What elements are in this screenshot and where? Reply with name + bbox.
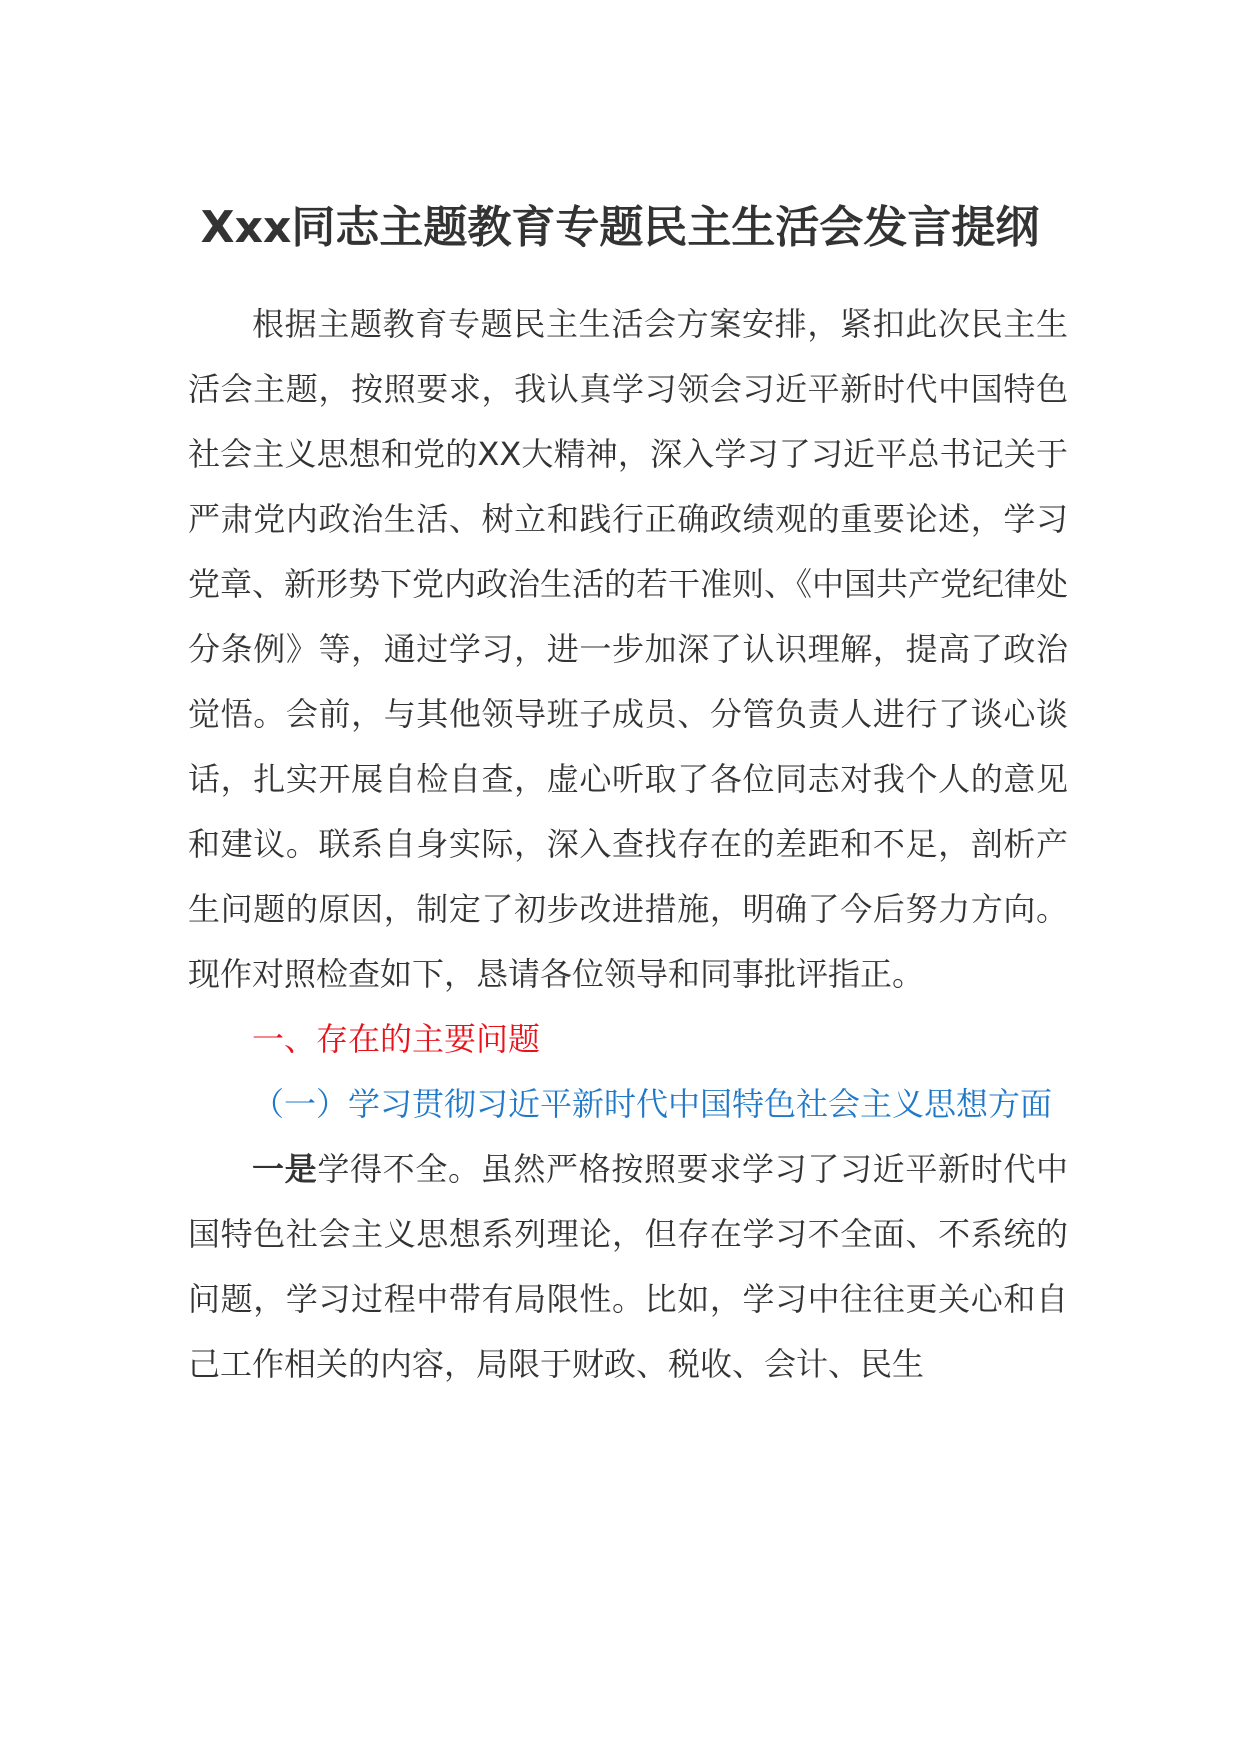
document-title: Xxx同志主题教育专题民主生活会发言提纲 — [200, 202, 1040, 253]
document-body — [188, 292, 1068, 1397]
point-lead-label: 一是 — [252, 1150, 318, 1188]
section-heading-main-problems: 一、存在的主要问题 — [252, 1020, 541, 1058]
intro-paragraph: 根据主题教育专题民主生活会方案安排，紧扣此次民主生活会主题，按照要求，我认真学习领会习近平新时代中国特色社会主义思想和党的XX大精神，深入学习了习近平总书记关于严肃党内政治生活、树立和践行正确政绩观的重要论述，学习党章、新形势下党内政治生活的若干准则、《中国共产党纪律处分条例》等，通过学习，进一步加深了认识理解，提高了政治觉悟。会前，与其他领导班子成员、分管负责人进行了谈心谈话，扎实开展自检自查，虚心听取了各位同志对我个人的意见和建议。联系自身实际，深入查找存在的差距和不足，剖析产生问题的原因，制定了初步改进措施，明确了今后努力方向。现作对照检查如下，恳请各位领导和同事批评指正。 — [188, 305, 1069, 993]
subsection-heading-study: （一）学习贯彻习近平新时代中国特色社会主义思想方面 — [252, 1085, 1053, 1123]
point-text: 学得不全。虽然严格按照要求学习了习近平新时代中国特色社会主义思想系列理论，但存在学习不全面、不系统的问题，学习过程中带有局限性。比如，学习中往往更关心和自己工作相关的内容，局限于财政、税收、会计、民生 — [188, 1150, 1068, 1383]
point-paragraph-1 — [188, 1137, 1068, 1397]
